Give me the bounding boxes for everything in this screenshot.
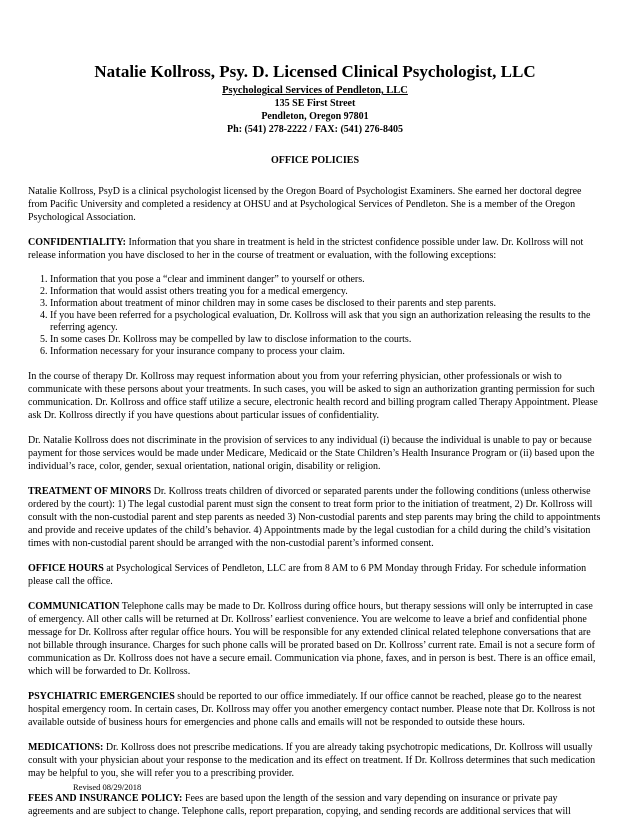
communication-text: Telephone calls may be made to Dr. Kollross during office hours, but therapy sessions will only be interrupted in case of emergency. All other calls will be returned at Dr. Kollross’ earliest convenience. You are welcome to leave a brief and confidential phone message for Dr. Kollross after regular office hours. You will be responsible for any extended clinical related telephone conversations that are not billable through insurance. Charges for such phone calls will be prorated based on Dr. Kollross’ current rate. Email is not a secure form of communication as Dr. Kollross does not have a secure email. Communication via phone, faxes, and in person is best. There is an office email, which will be forwarded to Dr. Kollross.	[28, 601, 596, 677]
list-item: 6. Information necessary for your insurance company to process your claim.	[50, 346, 602, 358]
psychiatric-paragraph	[28, 690, 602, 729]
office-hours-label: OFFICE HOURS	[28, 563, 104, 574]
psychiatric-text: should be reported to our office immediately. If our office cannot be reached, please go to the nearest hospital emergency room. In certain cases, Dr. Kollross may offer you another emergency contact number. Please note that Dr. Kollross is not available outside of business hours for emergencies and phone calls and emails will not be responded to outside these hours.	[28, 691, 596, 728]
communication-label: COMMUNICATION	[28, 601, 120, 612]
exceptions-list	[28, 274, 602, 358]
list-item: 5. In some cases Dr. Kollross may be compelled by law to disclose information to the courts.	[50, 334, 602, 346]
office-hours-text: at Psychological Services of Pendleton, LLC are from 8 AM to 6 PM Monday through Friday. For schedule information please call the office.	[28, 563, 587, 587]
contact-numbers: Ph: (541) 278-2222 / FAX: (541) 276-8405	[227, 124, 403, 135]
document-page	[28, 62, 602, 830]
confidentiality-paragraph	[28, 236, 602, 262]
page-title: Natalie Kollross, Psy. D. Licensed Clinical Psychologist, LLC	[94, 62, 536, 81]
confidentiality-followup: In the course of therapy Dr. Kollross may request information about you from your referring physician, other professionals or wish to communicate with these persons about your treatments. In such cases, you will be asked to sign an authorization granting permission for such communication. Dr. Kollross and office staff utilize a secure, electronic health record and billing program called Therapy Appointment. Please ask Dr. Kollross directly if you have questions about particular issues of confidentiality.	[28, 371, 598, 421]
nondiscrimination-paragraph: Dr. Natalie Kollross does not discriminate in the provision of services to any individual (i) because the individual is unable to pay or because payment for those services would be made under Medicare, Medicaid or the State Children’s Health Insurance Program or (ii) based upon the individual’s race, color, gender, sexual orientation, national origin, disability or religion.	[28, 435, 595, 472]
section-heading: OFFICE POLICIES	[270, 155, 360, 166]
medications-label: MEDICATIONS:	[28, 742, 104, 753]
list-item: 3. Information about treatment of minor children may in some cases be disclosed to their parents and step parents.	[50, 298, 602, 310]
practice-name: Psychological Services of Pendleton, LLC	[222, 85, 408, 96]
list-item: 4. If you have been referred for a psychological evaluation, Dr. Kollross will ask that you sign an authorization releasing the results to the referring agency.	[50, 310, 602, 334]
minors-paragraph	[28, 485, 602, 550]
list-item: 2. Information that would assist others treating you for a medical emergency.	[50, 286, 602, 298]
psychiatric-label: PSYCHIATRIC EMERGENCIES	[28, 691, 175, 702]
revision-date: Revised 08/29/2018	[73, 782, 142, 792]
minors-text: Dr. Kollross treats children of divorced or separated parents under the following conditions (unless otherwise ordered by the court): 1) The legal custodial parent must sign the consent to treat form prior to the initiation of treatment, 2) Dr. Kollross will consult with the non-custodial parent and step parents as needed 3) Non-custodial parents and step parents may bring the child to appointments and provide and receive updates of the child’s behavior. 4) Appointments made by the legal custodian for a child during the child’s visitation times with non-custodial parent should be arranged with the non-custodial parent’s informed consent.	[28, 486, 601, 549]
city-address: Pendleton, Oregon 97801	[261, 111, 369, 122]
fees-paragraph	[28, 792, 602, 818]
office-hours-paragraph	[28, 562, 602, 588]
medications-paragraph	[28, 741, 602, 780]
confidentiality-text: Information that you share in treatment is held in the strictest confidence possible under law. Dr. Kollross will not release information you have disclosed to her in the course of treatment or evaluation, with the following exceptions:	[28, 237, 584, 261]
intro-paragraph: Natalie Kollross, PsyD is a clinical psychologist licensed by the Oregon Board of Psychologist Examiners. She earned her doctoral degree from Pacific University and completed a residency at OHSU and at Psychological Services of Pendleton. She is a member of the Oregon Psychological Association.	[28, 186, 582, 223]
minors-label: TREATMENT OF MINORS	[28, 486, 152, 497]
fees-label: FEES AND INSURANCE POLICY:	[28, 793, 183, 804]
communication-paragraph	[28, 600, 602, 678]
confidentiality-label: CONFIDENTIALITY:	[28, 237, 126, 248]
fees-text: Fees are based upon the length of the session and vary depending on insurance or private pay agreements and are subject to change. Telephone calls, report preparation, copying, and sending records are additional services that will	[28, 793, 571, 817]
list-item: 1. Information that you pose a “clear and imminent danger” to yourself or others.	[50, 274, 602, 286]
medications-text: Dr. Kollross does not prescribe medications. If you are already taking psychotropic medications, Dr. Kollross will usually consult with your physician about your response to the medication and its effect on treatment. If Dr. Kollross determines that such medication may be helpful to you, she will refer you to a prescribing provider.	[28, 742, 596, 779]
street-address: 135 SE First Street	[274, 98, 356, 109]
